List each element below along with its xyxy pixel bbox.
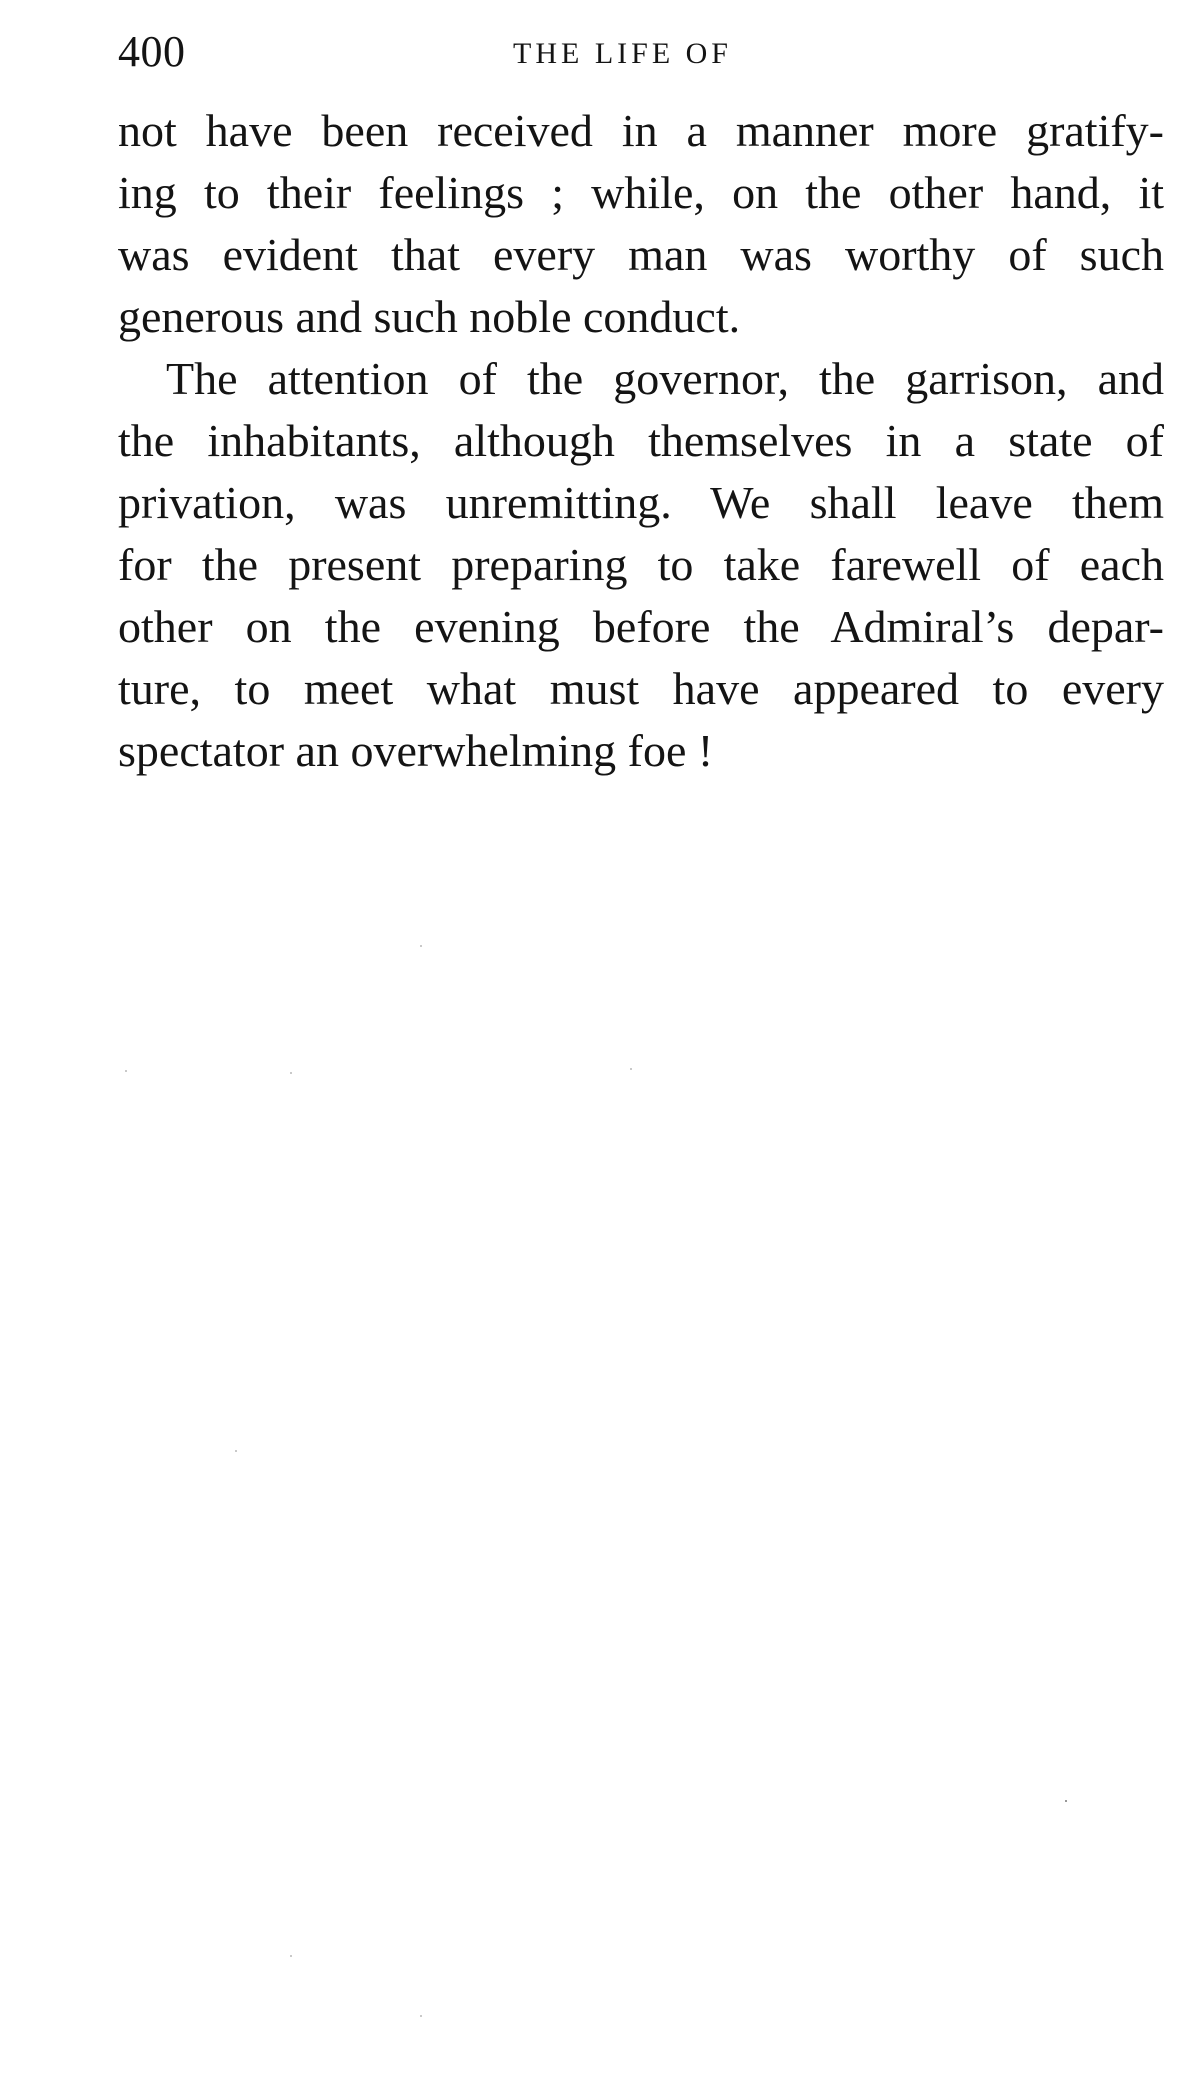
- scan-speck: [1065, 1800, 1067, 1802]
- text-line: ing to their feelings ; while, on the other hand, it: [118, 167, 1164, 218]
- text-line: ture, to meet what must have appeared to every: [118, 663, 1164, 714]
- scan-speck: [125, 1070, 127, 1072]
- text-line: generous and such noble conduct.: [118, 291, 741, 342]
- page-number: 400: [118, 27, 186, 76]
- scan-speck: [630, 1068, 632, 1070]
- text-line: privation, was unremitting. We shall leave them: [118, 477, 1164, 528]
- body-text: [118, 100, 1164, 782]
- running-head: [118, 22, 1164, 82]
- running-title: THE LIFE OF: [513, 37, 732, 70]
- scan-speck: [235, 1450, 237, 1452]
- scan-speck: [420, 945, 422, 947]
- scan-speck: [420, 2015, 422, 2017]
- text-line: spectator an overwhelming foe !: [118, 725, 714, 776]
- text-line: other on the evening before the Admiral’s depar-: [118, 601, 1164, 652]
- text-line: for the present preparing to take farewell of each: [118, 539, 1164, 590]
- paragraph-2: [118, 348, 1164, 782]
- text-line: not have been received in a manner more gratify-: [118, 105, 1164, 156]
- paragraph-1: [118, 100, 1164, 348]
- text-line: the inhabitants, although themselves in a state of: [118, 415, 1164, 466]
- text-line: The attention of the governor, the garrison, and: [166, 353, 1164, 404]
- scan-speck: [290, 1072, 292, 1074]
- text-line: was evident that every man was worthy of such: [118, 229, 1164, 280]
- scan-speck: [290, 1955, 292, 1957]
